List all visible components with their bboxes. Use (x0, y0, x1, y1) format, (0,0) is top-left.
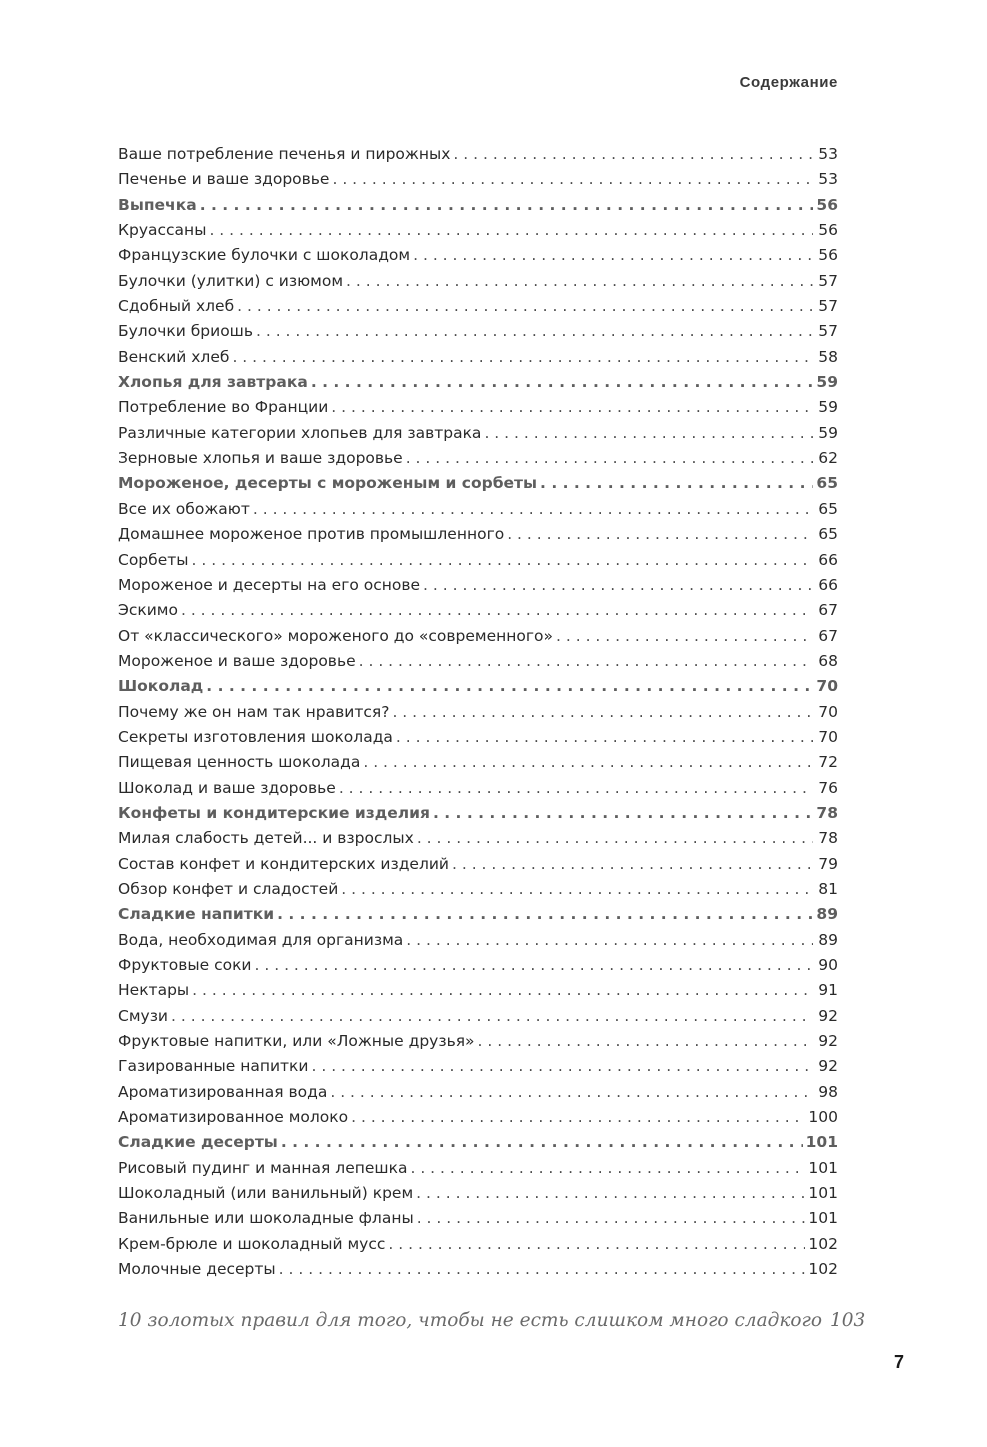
dot-leader (392, 700, 813, 725)
toc-entry-title: Конфеты и кондитерские изделия (118, 803, 430, 822)
toc-entry[interactable] (118, 978, 838, 1003)
toc-section-heading[interactable] (118, 674, 838, 699)
toc-entry[interactable] (118, 294, 838, 319)
toc-entry-page: 62 (818, 449, 838, 468)
toc-entry-title: Сдобный хлеб (118, 297, 235, 316)
toc-entry-title: Ваше потребление печенья и пирожных (118, 145, 451, 163)
dot-leader (192, 978, 813, 1003)
toc-entry-page: 67 (818, 601, 838, 620)
dot-leader (331, 395, 813, 420)
toc-entry-page: 72 (818, 753, 838, 772)
toc-entry[interactable] (118, 598, 838, 623)
toc-entry-title: Милая слабость детей... и взрослых (118, 829, 414, 848)
toc-entry[interactable] (118, 1105, 838, 1130)
toc-entry-page: 56 (816, 195, 838, 214)
toc-entry-page: 101 (808, 1158, 838, 1177)
toc-entry[interactable] (118, 269, 838, 294)
dot-leader (363, 750, 813, 775)
toc-entry-title: Сладкие напитки (118, 905, 275, 924)
toc-entry[interactable] (118, 725, 838, 750)
toc-entry[interactable] (118, 319, 838, 344)
toc-entry-title: Состав конфет и кондитерских изделий (118, 854, 449, 873)
toc-entry-page: 101 (805, 1133, 838, 1152)
toc-entry-title: Молочные десерты (118, 1260, 276, 1279)
dot-leader (256, 319, 813, 344)
toc-entry-page: 92 (818, 1032, 838, 1051)
toc-entry-page: 100 (808, 1108, 838, 1127)
toc-entry-page: 81 (818, 879, 838, 898)
toc-entry-title: Пищевая ценность шоколада (118, 753, 361, 772)
toc-entry[interactable] (118, 345, 838, 370)
dot-leader (237, 294, 813, 319)
toc-entry-title: Домашнее мороженое против промышленного (118, 525, 505, 544)
toc-entry-page: 53 (818, 170, 838, 189)
toc-entry[interactable] (118, 928, 838, 953)
toc-entry-title: Мороженое и ваше здоровье (118, 651, 356, 670)
dot-leader (339, 776, 813, 801)
dot-leader (277, 902, 813, 927)
toc-section-heading[interactable] (118, 370, 838, 395)
toc-entry-title: Французские булочки с шоколадом (118, 246, 411, 265)
toc-entry-title: Зерновые хлопья и ваше здоровье (118, 449, 403, 468)
dot-leader (396, 725, 813, 750)
toc-entry[interactable] (118, 624, 838, 649)
toc-entry[interactable] (118, 142, 838, 167)
dot-leader (192, 548, 813, 573)
dot-leader (341, 877, 813, 902)
toc-entry-page: 58 (818, 347, 838, 366)
toc-entry-title: Секреты изготовления шоколада (118, 727, 393, 746)
dot-leader (346, 269, 813, 294)
toc-entry-title: Вода, необходимая для организма (118, 930, 404, 949)
toc-entry-title: Ванильные или шоколадные фланы (118, 1209, 414, 1228)
toc-entry-page: 92 (818, 1006, 838, 1025)
dot-leader (281, 1130, 803, 1155)
dot-leader (556, 624, 813, 649)
toc-entry-page: 67 (818, 626, 838, 645)
dot-leader (232, 345, 813, 370)
toc-entry-page: 57 (818, 297, 838, 316)
toc-entry-title: Мороженое и десерты на его основе (118, 575, 421, 594)
toc-entry[interactable] (118, 497, 838, 522)
toc-entry[interactable] (118, 1080, 838, 1105)
dot-leader (279, 1257, 806, 1282)
toc-entry-page: 98 (818, 1082, 838, 1101)
toc-entry[interactable] (118, 1004, 838, 1029)
toc-entry-page: 101 (808, 1184, 838, 1203)
toc-entry-page: 70 (816, 677, 838, 696)
toc-entry[interactable] (118, 1156, 838, 1181)
final-entry-title: 10 золотых правил для того, чтобы не есть слишком много сладкого (118, 1310, 823, 1331)
toc-entry-page: 70 (818, 727, 838, 746)
toc-entry-title: Сладкие десерты (118, 1133, 278, 1152)
toc-entry-page: 65 (818, 525, 838, 544)
toc-entry-title: Венский хлеб (118, 347, 230, 366)
toc-entry[interactable] (118, 826, 838, 851)
toc-entry-page: 102 (808, 1260, 838, 1279)
toc-entry[interactable] (118, 1029, 838, 1054)
dot-leader (311, 370, 813, 395)
dot-leader (209, 218, 813, 243)
toc-entry-title: Булочки бриошь (118, 322, 253, 341)
toc-entry-title: Обзор конфет и сладостей (118, 879, 339, 898)
final-entry-page: 103 (830, 1310, 866, 1331)
toc-entry-page: 59 (816, 373, 838, 392)
dot-leader (433, 801, 813, 826)
toc-entry[interactable] (118, 700, 838, 725)
toc-entry-title: Шоколадный (или ванильный) крем (118, 1184, 414, 1203)
toc-entry-title: Ароматизированная вода (118, 1082, 328, 1101)
toc-entry[interactable] (118, 1257, 838, 1282)
toc-section-heading[interactable] (118, 1130, 838, 1155)
toc-entry[interactable] (118, 953, 838, 978)
toc-entry-page: 101 (808, 1209, 838, 1228)
toc-entry-title: От «классического» мороженого до «современного» (118, 626, 554, 645)
toc-entry-title: Фруктовые соки (118, 956, 252, 974)
dot-leader (312, 1054, 814, 1079)
toc-section-heading[interactable] (118, 801, 838, 826)
toc-entry-page: 91 (818, 981, 838, 1000)
toc-entry[interactable] (118, 1232, 838, 1257)
toc-entry-page: 92 (818, 1057, 838, 1076)
toc-entry[interactable] (118, 548, 838, 573)
toc-entry[interactable] (118, 649, 838, 674)
toc-entry-title: Смузи (118, 1006, 169, 1025)
toc-entry-title: Крем-брюле и шоколадный мусс (118, 1234, 386, 1253)
toc-entry-page: 66 (818, 550, 838, 569)
toc-entry[interactable] (118, 776, 838, 801)
toc-entry[interactable] (118, 877, 838, 902)
toc-entry[interactable] (118, 1181, 838, 1206)
running-head: Содержание (739, 74, 838, 91)
toc-entry-title: Нектары (118, 981, 190, 1000)
dot-leader (406, 446, 813, 471)
toc-entry[interactable] (118, 395, 838, 420)
toc-entry[interactable] (118, 243, 838, 268)
dot-leader (351, 1105, 805, 1130)
dot-leader (417, 1206, 806, 1231)
dot-leader (416, 1181, 805, 1206)
toc-entry-page: 78 (818, 829, 838, 848)
toc-entry-page: 57 (818, 322, 838, 341)
toc-entry-title: Круассаны (118, 221, 207, 240)
toc-entry-page: 76 (818, 778, 838, 797)
toc-entry-title: Почему же он нам так нравится? (118, 702, 390, 721)
toc-entry-title: Эскимо (118, 601, 178, 620)
toc-entry[interactable] (118, 1054, 838, 1079)
final-toc-entry[interactable] (118, 1310, 866, 1331)
toc-entry-title: Различные категории хлопьев для завтрака (118, 423, 482, 442)
toc-entry-title: Ароматизированное молоко (118, 1108, 349, 1127)
toc-entry-page: 78 (816, 803, 838, 822)
toc-entry-page: 66 (818, 575, 838, 594)
toc-entry-title: Фруктовые напитки, или «Ложные друзья» (118, 1032, 475, 1051)
toc-entry-page: 89 (818, 930, 838, 949)
toc-entry-title: Потребление во Франции (118, 398, 329, 417)
toc-entry-title: Хлопья для завтрака (118, 373, 308, 392)
dot-leader (417, 826, 813, 851)
toc-entry[interactable] (118, 446, 838, 471)
page-number: 7 (893, 1352, 904, 1372)
toc-entry-title: Все их обожают (118, 499, 250, 518)
toc-entry-title: Газированные напитки (118, 1057, 309, 1076)
dot-leader (255, 953, 813, 978)
dot-leader (388, 1232, 805, 1257)
toc-entry-title: Шоколад (118, 677, 204, 696)
toc-entry-page: 65 (816, 474, 838, 493)
dot-leader (453, 142, 813, 167)
dot-leader (171, 1004, 813, 1029)
dot-leader (206, 674, 813, 699)
dot-leader (181, 598, 813, 623)
toc-entry-page: 57 (818, 271, 838, 290)
dot-leader (452, 852, 813, 877)
dot-leader (332, 167, 813, 192)
toc-entry-title: Шоколад и ваше здоровье (118, 778, 336, 797)
toc-entry[interactable] (118, 573, 838, 598)
toc-section-heading[interactable] (118, 193, 838, 218)
dot-leader (330, 1080, 813, 1105)
toc-entry[interactable] (118, 218, 838, 243)
toc-entry[interactable] (118, 1206, 838, 1231)
table-of-contents (118, 142, 838, 1282)
toc-entry-title: Выпечка (118, 195, 197, 214)
dot-leader (253, 497, 813, 522)
toc-entry[interactable] (118, 522, 838, 547)
toc-entry[interactable] (118, 421, 838, 446)
toc-entry-page: 53 (818, 145, 838, 163)
dot-leader (413, 243, 813, 268)
toc-entry-page: 56 (818, 246, 838, 265)
toc-entry-page: 56 (818, 221, 838, 240)
toc-entry-title: Мороженое, десерты с мороженым и сорбеты (118, 474, 538, 493)
toc-entry-title: Печенье и ваше здоровье (118, 170, 330, 189)
dot-leader (484, 421, 813, 446)
toc-entry-title: Сорбеты (118, 550, 189, 569)
toc-entry-page: 102 (808, 1234, 838, 1253)
toc-section-heading[interactable] (118, 902, 838, 927)
toc-entry[interactable] (118, 167, 838, 192)
toc-entry-page: 68 (818, 651, 838, 670)
dot-leader (406, 928, 813, 953)
toc-entry-page: 90 (818, 956, 838, 974)
toc-entry-page: 79 (818, 854, 838, 873)
toc-entry-title: Рисовый пудинг и манная лепешка (118, 1158, 408, 1177)
toc-section-heading[interactable] (118, 471, 838, 496)
toc-entry-page: 59 (818, 398, 838, 417)
toc-entry-title: Булочки (улитки) с изюмом (118, 271, 344, 290)
dot-leader (200, 193, 813, 218)
dot-leader (423, 573, 813, 598)
toc-entry-page: 59 (818, 423, 838, 442)
toc-entry-page: 70 (818, 702, 838, 721)
dot-leader (359, 649, 813, 674)
dot-leader (507, 522, 813, 547)
toc-entry[interactable] (118, 750, 838, 775)
toc-entry[interactable] (118, 852, 838, 877)
dot-leader (478, 1029, 813, 1054)
toc-entry-page: 89 (816, 905, 838, 924)
toc-entry-page: 65 (818, 499, 838, 518)
dot-leader (540, 471, 813, 496)
dot-leader (410, 1156, 805, 1181)
